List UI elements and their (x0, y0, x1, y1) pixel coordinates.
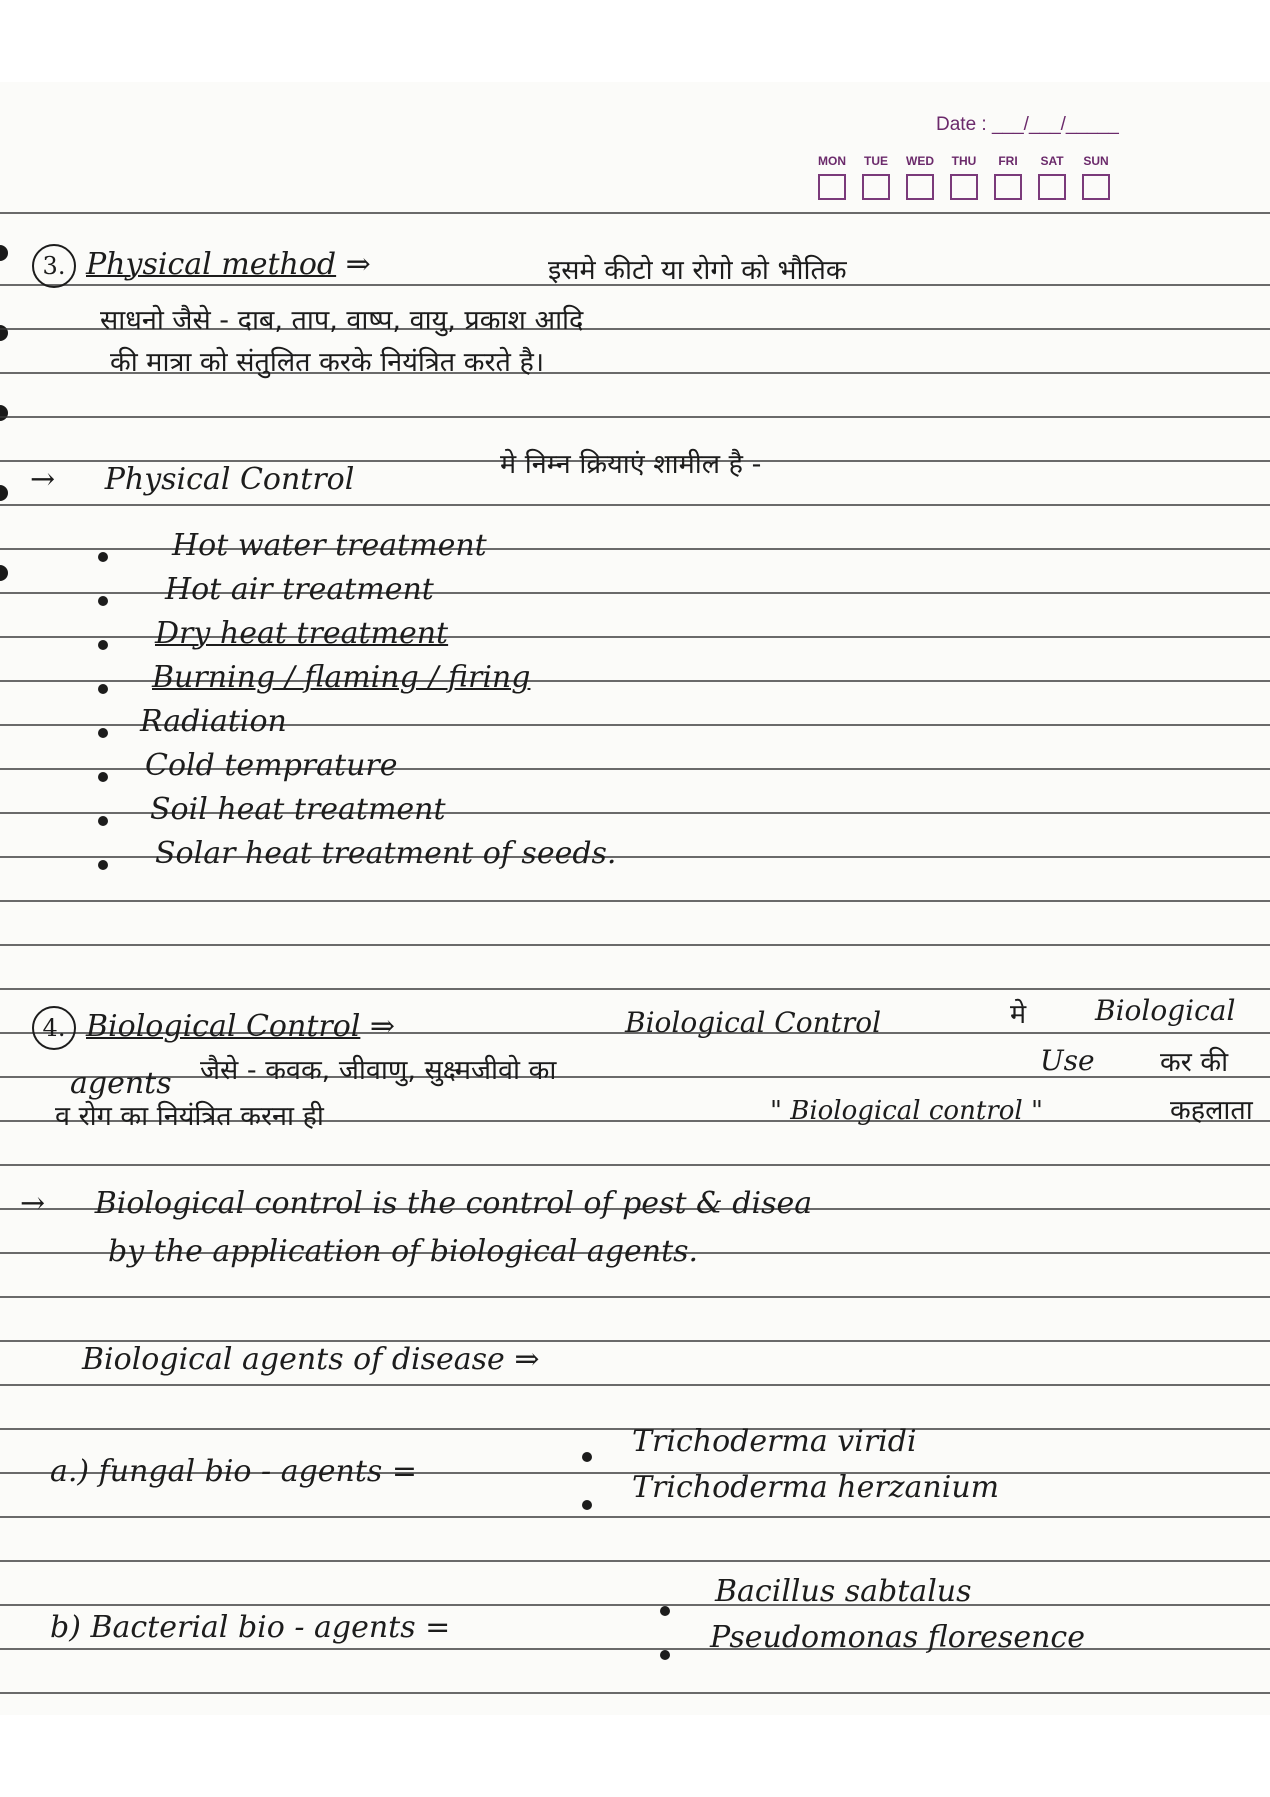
ruled-line (0, 1164, 1270, 1166)
bacterial-label: b) Bacterial bio - agents = (50, 1610, 451, 1645)
day-checkbox-mon[interactable] (818, 174, 846, 200)
binder-hole (0, 565, 8, 581)
list-bullet (98, 552, 108, 562)
section3-title: Physical method (86, 247, 337, 282)
section4-line2-en: agents (70, 1066, 172, 1101)
section4-line1-en: Biological Control (625, 1006, 882, 1039)
ruled-line (0, 1296, 1270, 1298)
page-top-margin (0, 0, 1270, 82)
section4-line2-en2: Use (1040, 1044, 1095, 1077)
section3-line1: इसमे कीटो या रोगो को भौतिक (548, 255, 847, 286)
ruled-line (0, 1604, 1270, 1606)
section4-title: Biological Control (86, 1009, 361, 1044)
binder-hole (0, 485, 8, 501)
ruled-line (0, 1560, 1270, 1562)
day-checkbox-fri[interactable] (994, 174, 1022, 200)
definition-arrow: → (20, 1186, 46, 1221)
day-checkbox-sat[interactable] (1038, 174, 1066, 200)
physical-item-8: Solar heat treatment of seeds. (155, 836, 617, 871)
physical-item-2: Hot air treatment (165, 572, 434, 607)
section4-heading (32, 1006, 395, 1050)
day-checkbox-wed[interactable] (906, 174, 934, 200)
ruled-line (0, 900, 1270, 902)
day-label-wed: WED (906, 154, 934, 168)
list-bullet (98, 728, 108, 738)
bacterial-item-1: Bacillus sabtalus (715, 1574, 972, 1609)
list-bullet (98, 772, 108, 782)
ruled-line (0, 504, 1270, 506)
ruled-line (0, 1692, 1270, 1694)
list-bullet (660, 1606, 670, 1616)
section4-line3-en: " Biological control " (770, 1096, 1043, 1126)
section3-line3: की मात्रा को संतुलित करके नियंत्रित करते है। (110, 347, 545, 378)
section4-line2-hi2: कर की (1160, 1047, 1229, 1078)
section4-line3-hi: व रोग का नियंत्रित करना ही (55, 1101, 324, 1132)
list-bullet (98, 684, 108, 694)
list-bullet (582, 1500, 592, 1510)
section4-number: 4. (32, 1006, 76, 1050)
fungal-item-1: Trichoderma viridi (632, 1424, 917, 1459)
section4-line1-hi: मे (1010, 999, 1027, 1030)
day-label-thu: THU (951, 154, 977, 168)
day-label-sun: SUN (1083, 154, 1109, 168)
binder-hole (0, 405, 8, 421)
fungal-label: a.) fungal bio - agents = (50, 1454, 417, 1489)
ruled-line (0, 212, 1270, 214)
list-bullet (582, 1452, 592, 1462)
ruled-line (0, 944, 1270, 946)
definition-line2: by the application of biological agents. (108, 1234, 699, 1269)
ruled-line (0, 416, 1270, 418)
intro-en: Physical Control (104, 462, 355, 497)
physical-item-7: Soil heat treatment (150, 792, 446, 827)
list-bullet (98, 596, 108, 606)
day-label-tue: TUE (864, 154, 888, 168)
ruled-line (0, 1384, 1270, 1386)
ruled-line (0, 988, 1270, 990)
physical-item-1: Hot water treatment (172, 528, 487, 563)
date-label: Date : ___/___/_____ (936, 114, 1119, 135)
ruled-line (0, 1516, 1270, 1518)
agents-heading: Biological agents of disease ⇒ (82, 1342, 540, 1377)
list-bullet (660, 1650, 670, 1660)
physical-item-6: Cold temprature (145, 748, 398, 783)
section3-line2: साधनो जैसे - दाब, ताप, वाष्प, वायु, प्रकाश आदि (100, 305, 584, 336)
day-checkbox-thu[interactable] (950, 174, 978, 200)
binder-hole (0, 245, 8, 261)
section4-arrow: ⇒ (369, 1009, 396, 1044)
bacterial-item-2: Pseudomonas floresence (710, 1620, 1085, 1655)
day-label-fri: FRI (998, 154, 1018, 168)
physical-item-5: Radiation (140, 704, 287, 739)
definition-line1 (20, 1186, 812, 1221)
list-bullet (98, 640, 108, 650)
day-label-sat: SAT (1040, 154, 1064, 168)
intro-arrow: → (30, 462, 56, 497)
day-checkbox-tue[interactable] (862, 174, 890, 200)
list-bullet (98, 860, 108, 870)
day-label-mon: MON (818, 154, 846, 168)
section3-number: 3. (32, 244, 76, 288)
section4-line3-hi2: कहलाता (1170, 1095, 1253, 1126)
section4-line1-en2: Biological (1095, 994, 1236, 1027)
physical-item-4: Burning / flaming / firing (152, 660, 531, 695)
section3-arrow: ⇒ (345, 247, 371, 282)
intro-hi: मे निम्न क्रियाएं शामील है - (500, 449, 762, 480)
section3-intro (30, 462, 354, 497)
physical-item-3: Dry heat treatment (155, 616, 449, 651)
list-bullet (98, 816, 108, 826)
section4-line2-hi: जैसे - कवक, जीवाणु, सुक्ष्मजीवो का (200, 1055, 557, 1086)
section3-heading (32, 244, 371, 288)
fungal-item-2: Trichoderma herzanium (632, 1470, 1000, 1505)
page-bottom-margin (0, 1715, 1270, 1797)
definition-text-1: Biological control is the control of pest & disea (94, 1186, 813, 1221)
day-checkbox-sun[interactable] (1082, 174, 1110, 200)
